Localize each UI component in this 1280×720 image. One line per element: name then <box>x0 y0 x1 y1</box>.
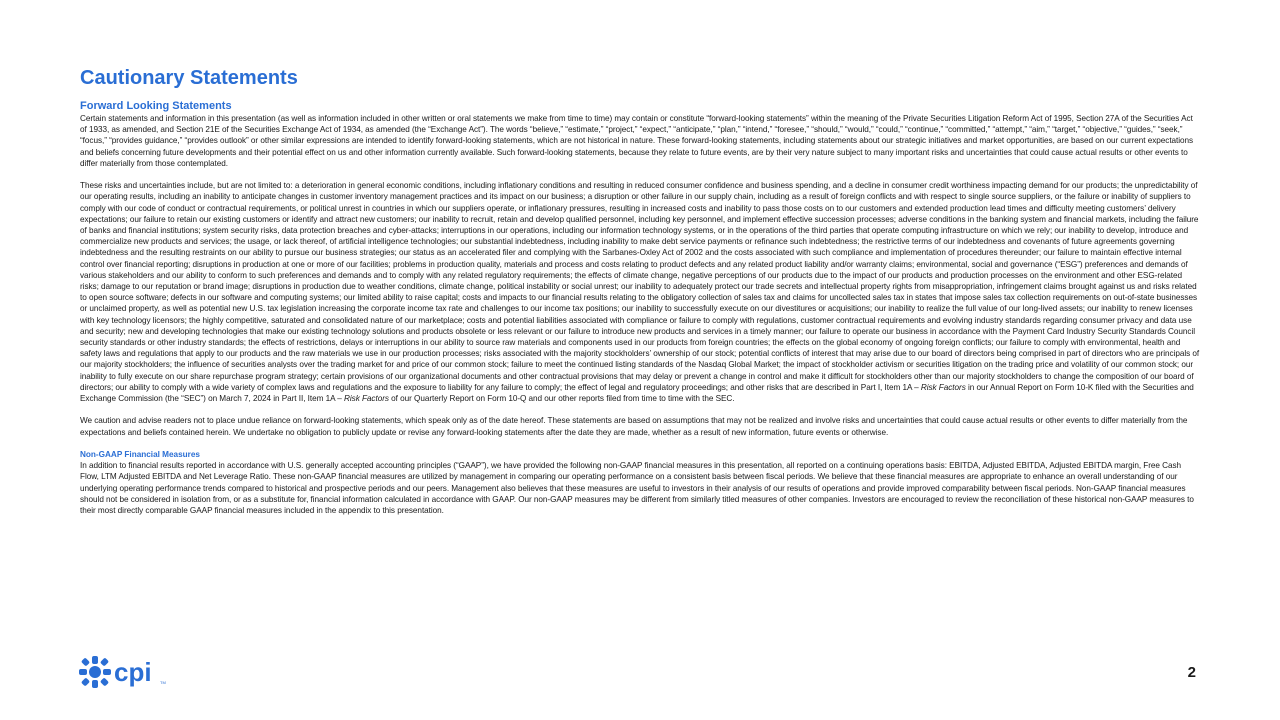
non-gaap-paragraph: In addition to financial results reported in accordance with U.S. generally accepted accounting principles (“GAAP”), we have provided the following non-GAAP financial measures in this presentation, all reported on a continuing operations basis: EBITDA, Adjusted EBITDA, Adjusted EBITDA margin, Free Cash Flow, LTM Adjusted EBITDA and Net Leverage Ratio. These non-GAAP financial measures are utilized by management in comparing our operating performance on a consistent basis between fiscal periods. We believe that these financial measures are appropriate to enhance an overall understanding of our underlying operating performance trends compared to historical and prospective periods and our peers. Management also believes that these measures are useful to investors in their analysis of our results of operations and provide improved comparability between fiscal periods. Non-GAAP financial measures should not be considered in isolation from, or as a substitute for, financial information calculated in accordance with GAAP. Our non-GAAP measures may be different from similarly titled measures of other companies. Investors are encouraged to review the reconciliation of these historical non-GAAP measures to their most directly comparable GAAP financial measures included in the appendix to this presentation. <box>80 461 1194 516</box>
risks-text-mid: in our Annual Report on Form 10-K filed with the Securities and Exchange Commission (the “SEC”) on March 7, 2024 in Part II, Item 1A – <box>80 382 1194 404</box>
forward-looking-paragraph-1: Certain statements and information in this presentation (as well as information included in other written or oral statements we make from time to time) may contain or constitute “forward-looking statements” within the meaning of the Private Securities Litigation Reform Act of 1995, Section 27A of the Securities Act of 1933, as amended, and Section 21E of the Securities Exchange Act of 1934, as amended (the “Exchange Act”). The words “believe,” “estimate,” “project,” “expect,” “anticipate,” “plan,” “intend,” “foresee,” “should,” “would,” “could,” “continue,” “committed,” “attempt,” “aim,” “target,” “objective,” “guides,” “seek,” “focus,” “provides guidance,” “provides outlook” or other similar expressions are intended to identify forward-looking statements, which are not historical in nature. These forward-looking statements, including statements about our strategic initiatives and market opportunities, are based on our current expectations and beliefs concerning future developments and their potential effect on us and other information currently available. Such forward-looking statements, because they relate to future events, are by their very nature subject to many important risks and uncertainties that could cause actual results or other events to differ materially from those contemplated. <box>80 114 1194 168</box>
content-body <box>80 100 1200 516</box>
risk-factors-italic: Risk Factors <box>920 382 966 392</box>
section-heading-non-gaap: Non-GAAP Financial Measures <box>80 450 200 460</box>
cpi-logo-wordmark: cpi <box>114 657 152 687</box>
section-heading-forward-looking: Forward Looking Statements <box>80 100 232 112</box>
trademark-symbol: TM <box>160 680 166 685</box>
page-number: 2 <box>1187 664 1196 681</box>
cpi-logo-mark-icon <box>79 656 111 688</box>
risks-text: These risks and uncertainties include, but are not limited to: a deterioration in general economic conditions, including inflationary conditions and resulting in reduced consumer confidence and business spending, and a decline in consumer credit worthiness impacting demand for our products; the unpredictability of our operating results, including an inability to anticipate changes in customer inventory management practices and its impact on our business; a disruption or other failure in our supply chain, including as a result of foreign conflicts and with respect to single source suppliers, or the failure or inability of suppliers to comply with our code of conduct or contractual requirements, or political unrest in countries in which our suppliers operate, or inflationary pressures, resulting in increased costs and inability to pass those costs on to our customers and extended production lead times and difficulty meeting customers’ delivery expectations; our failure to retain our existing customers or identify and attract new customers; our inability to recruit, retain and develop qualified personnel, including key personnel, and implement effective succession processes; adverse conditions in the banking system and financial markets, including the failure of banks and financial institutions; system security risks, data protection breaches and cyber-attacks; interruptions in our operations, including our information technology systems, or in the operations of the third parties that operate computing infrastructure on which we rely; our inability to develop, introduce and commercialize new products and services; the usage, or lack thereof, of artificial intelligence technologies; our substantial indebtedness, including inability to make debt service payments or refinance such indebtedness; the restrictive terms of our indebtedness and covenants of future agreements governing indebtedness and the resulting restraints on our ability to pursue our business strategies; our status as an accelerated filer and complying with the Sarbanes-Oxley Act of 2002 and the costs associated with such compliance and implementation of procedures thereunder; our failure to maintain effective internal control over financial reporting; disruptions in production at one or more of our facilities; problems in production quality, materials and process and costs relating to product defects and any related product liability and/or warranty claims; environmental, social and governance (“ESG”) preferences and demands of various stakeholders and our ability to conform to such preferences and demands and to comply with any related regulatory requirements; the effects of climate change, negative perceptions of our products due to the impact of our products and production processes on the environment and other ESG-related risks; damage to our reputation or brand image; disruptions in production due to weather conditions, climate change, political instability or social unrest; our inability to adequately protect our trade secrets and intellectual property rights from misappropriation, infringement claims brought against us and risks related to open source software; defects in our software and computing systems; our limited ability to raise capital; costs and impacts to our financial results relating to the obligatory collection of sales tax and claims for uncollected sales tax in states that impose sales tax collection requirements on out-of-state businesses or unclaimed property, as well as potential new U.S. tax legislation increasing the corporate income tax rate and challenges to our income tax positions; our inability to successfully execute on our divestitures or acquisitions; our inability to realize the full value of our long-lived assets; our inability to renew licenses with key technology licensors; the highly competitive, saturated and consolidated nature of our marketplace; costs and potential liabilities associated with compliance or failure to comply with regulations, customer contractual requirements and evolving industry standards regarding consumer privacy and data use and security; new and developing technologies that make our existing technology solutions and products obsolete or less relevant or our failure to introduce new products and services in a timely manner; our failure to operate our business in accordance with the Payment Card Industry Security Standards Council security standards or other industry standards; the effects of restrictions, delays or interruptions in our ability to source raw materials and components used in our products from foreign countries; the effects on the global economy of ongoing foreign conflicts; our failure to comply with environmental, health and safety laws and regulations that apply to our products and the raw materials we use in our production processes; risks associated with the majority stockholders’ ownership of our stock; potential conflicts of interest that may arise due to our board of directors being comprised in part of directors who are principals of our majority stockholders; the influence of securities analysts over the trading market for and price of our common stock; failure to meet the continued listing standards of the Nasdaq Global Market; the impact of stockholder activism or securities litigation on the trading price and volatility of our common stock; our inability to fully execute on our share repurchase program strategy; certain provisions of our organizational documents and other contractual provisions that may delay or prevent a change in control and make it difficult for stockholders other than our majority stockholders to change the composition of our board of directors; our ability to comply with a wide variety of complex laws and regulations and the exposure to liability for any failure to comply; the effect of legal and regulatory proceedings; and other risks that are described in Part I, Item 1A – <box>80 181 1200 392</box>
risk-factors-italic-2: Risk Factors <box>344 394 389 404</box>
risks-text-end: of our Quarterly Report on Form 10-Q and our other reports filed from time to time with the SEC. <box>388 394 735 404</box>
forward-looking-paragraph-3: We caution and advise readers not to place undue reliance on forward-looking statements, which speak only as of the date hereof. These statements are based on assumptions that may not be realized and involve risks and uncertainties that could cause actual results or other events to differ materially from the expectations and beliefs contained herein. We undertake no obligation to publicly update or revise any forward-looking statements after the date they are made, whether as a result of new information, future events or otherwise. <box>80 416 1188 437</box>
forward-looking-paragraph-2 <box>80 180 1200 404</box>
page-title: Cautionary Statements <box>80 67 298 89</box>
cpi-logo <box>78 654 170 690</box>
